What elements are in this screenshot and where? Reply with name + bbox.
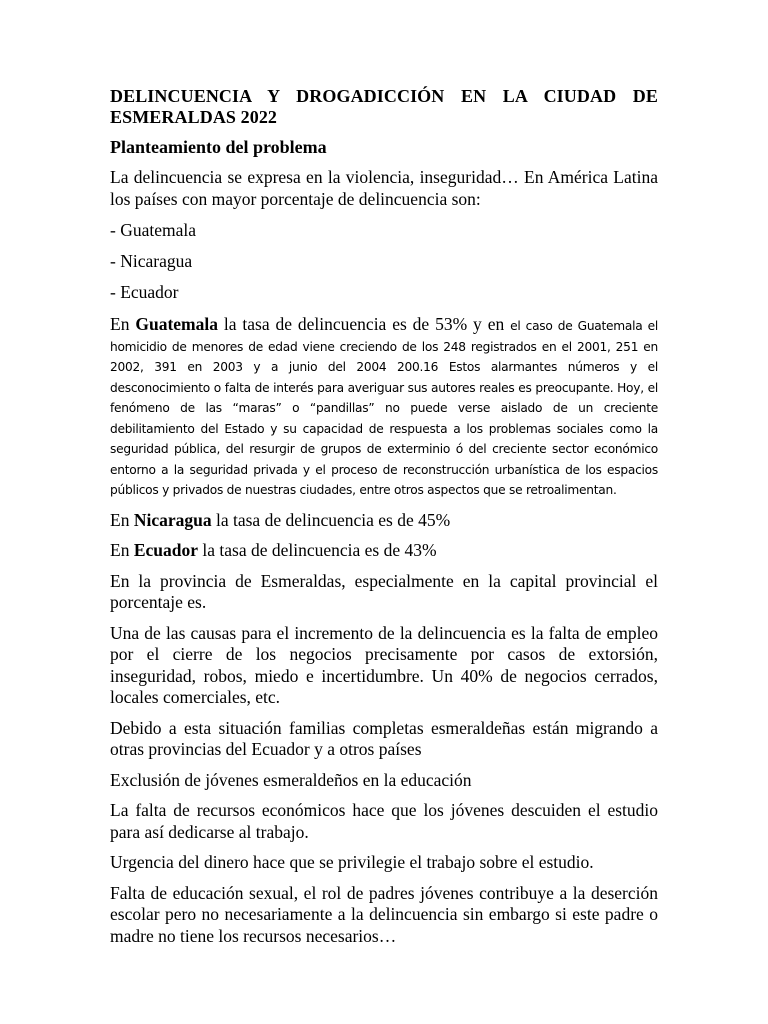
guatemala-paragraph — [110, 315, 658, 500]
esmeraldas-paragraph: En la provincia de Esmeraldas, especialmente en la capital provincial el porcentaje es. — [110, 570, 658, 612]
guatemala-rate: la tasa de delincuencia es de 53% y en — [217, 314, 511, 334]
guatemala-prefix: En — [110, 314, 136, 334]
urgency-paragraph: Urgencia del dinero hace que se privilegie el trabajo sobre el estudio. — [110, 852, 594, 872]
ecuador-country: Ecuador — [133, 540, 199, 560]
ecuador-prefix: En — [110, 540, 134, 560]
resources-paragraph: La falta de recursos económicos hace que los jóvenes descuiden el estudio para así dedicarse al trabajo. — [110, 800, 658, 842]
nicaragua-paragraph — [110, 510, 658, 532]
section-heading: Planteamiento del problema — [110, 137, 327, 157]
guatemala-country: Guatemala — [135, 314, 218, 334]
sex-education-paragraph: Falta de educación sexual, el rol de padres jóvenes contribuye a la deserción escolar pero no necesariamente a la delincuencia sin embargo si este padre o madre no tiene los recursos necesarios… — [110, 882, 658, 946]
nicaragua-prefix: En — [110, 509, 134, 530]
country-item-ecuador: - Ecuador — [110, 282, 179, 302]
nicaragua-rate: la tasa de delincuencia es de 45% — [211, 509, 451, 530]
causes-paragraph: Una de las causas para el incremento de la delincuencia es la falta de empleo por el cierre de los negocios precisamente por casos de extorsión, inseguridad, robos, miedo e incertidumbre. Un 40% de negocios cerrados, locales comerciales, etc. — [110, 622, 658, 707]
nicaragua-country: Nicaragua — [133, 509, 212, 530]
country-item-guatemala: - Guatemala — [110, 220, 196, 240]
migration-paragraph: Debido a esta situación familias completas esmeraldeñas están migrando a otras provincias del Ecuador y a otros países — [110, 717, 658, 759]
document-body — [110, 86, 658, 947]
ecuador-paragraph — [110, 540, 658, 562]
document-title: DELINCUENCIA Y DROGADICCIÓN EN LA CIUDAD DE ESMERALDAS 2022 — [110, 86, 658, 127]
ecuador-rate: la tasa de delincuencia es de 43% — [198, 540, 437, 560]
intro-paragraph: La delincuencia se expresa en la violencia, inseguridad… En América Latina los países con mayor porcentaje de delincuencia son: — [110, 167, 658, 209]
exclusion-paragraph: Exclusión de jóvenes esmeraldeños en la educación — [110, 769, 472, 790]
country-item-nicaragua: - Nicaragua — [110, 251, 193, 271]
guatemala-detail: el caso de Guatemala el homicidio de menores de edad viene creciendo de los 248 registrados en el 2001, 251 en 2002, 391 en 2003 y a junio del 2004 200.16 Estos alarmantes números y el desconocimiento o falta de interés para averiguar sus autores reales es preocupante. Hoy, el fenómeno de las “maras” o “pandillas” no puede verse aislado de un creciente debilitamiento del Estado y su capacidad de respuesta a los problemas sociales como la seguridad pública, del resurgir de grupos de exterminio ó del creciente sector económico entorno a la seguridad privada y el proceso de reconstrucción urbanística de los espacios públicos y privados de nuestras ciudades, entre otros aspectos que se retroalimentan. — [110, 319, 659, 497]
